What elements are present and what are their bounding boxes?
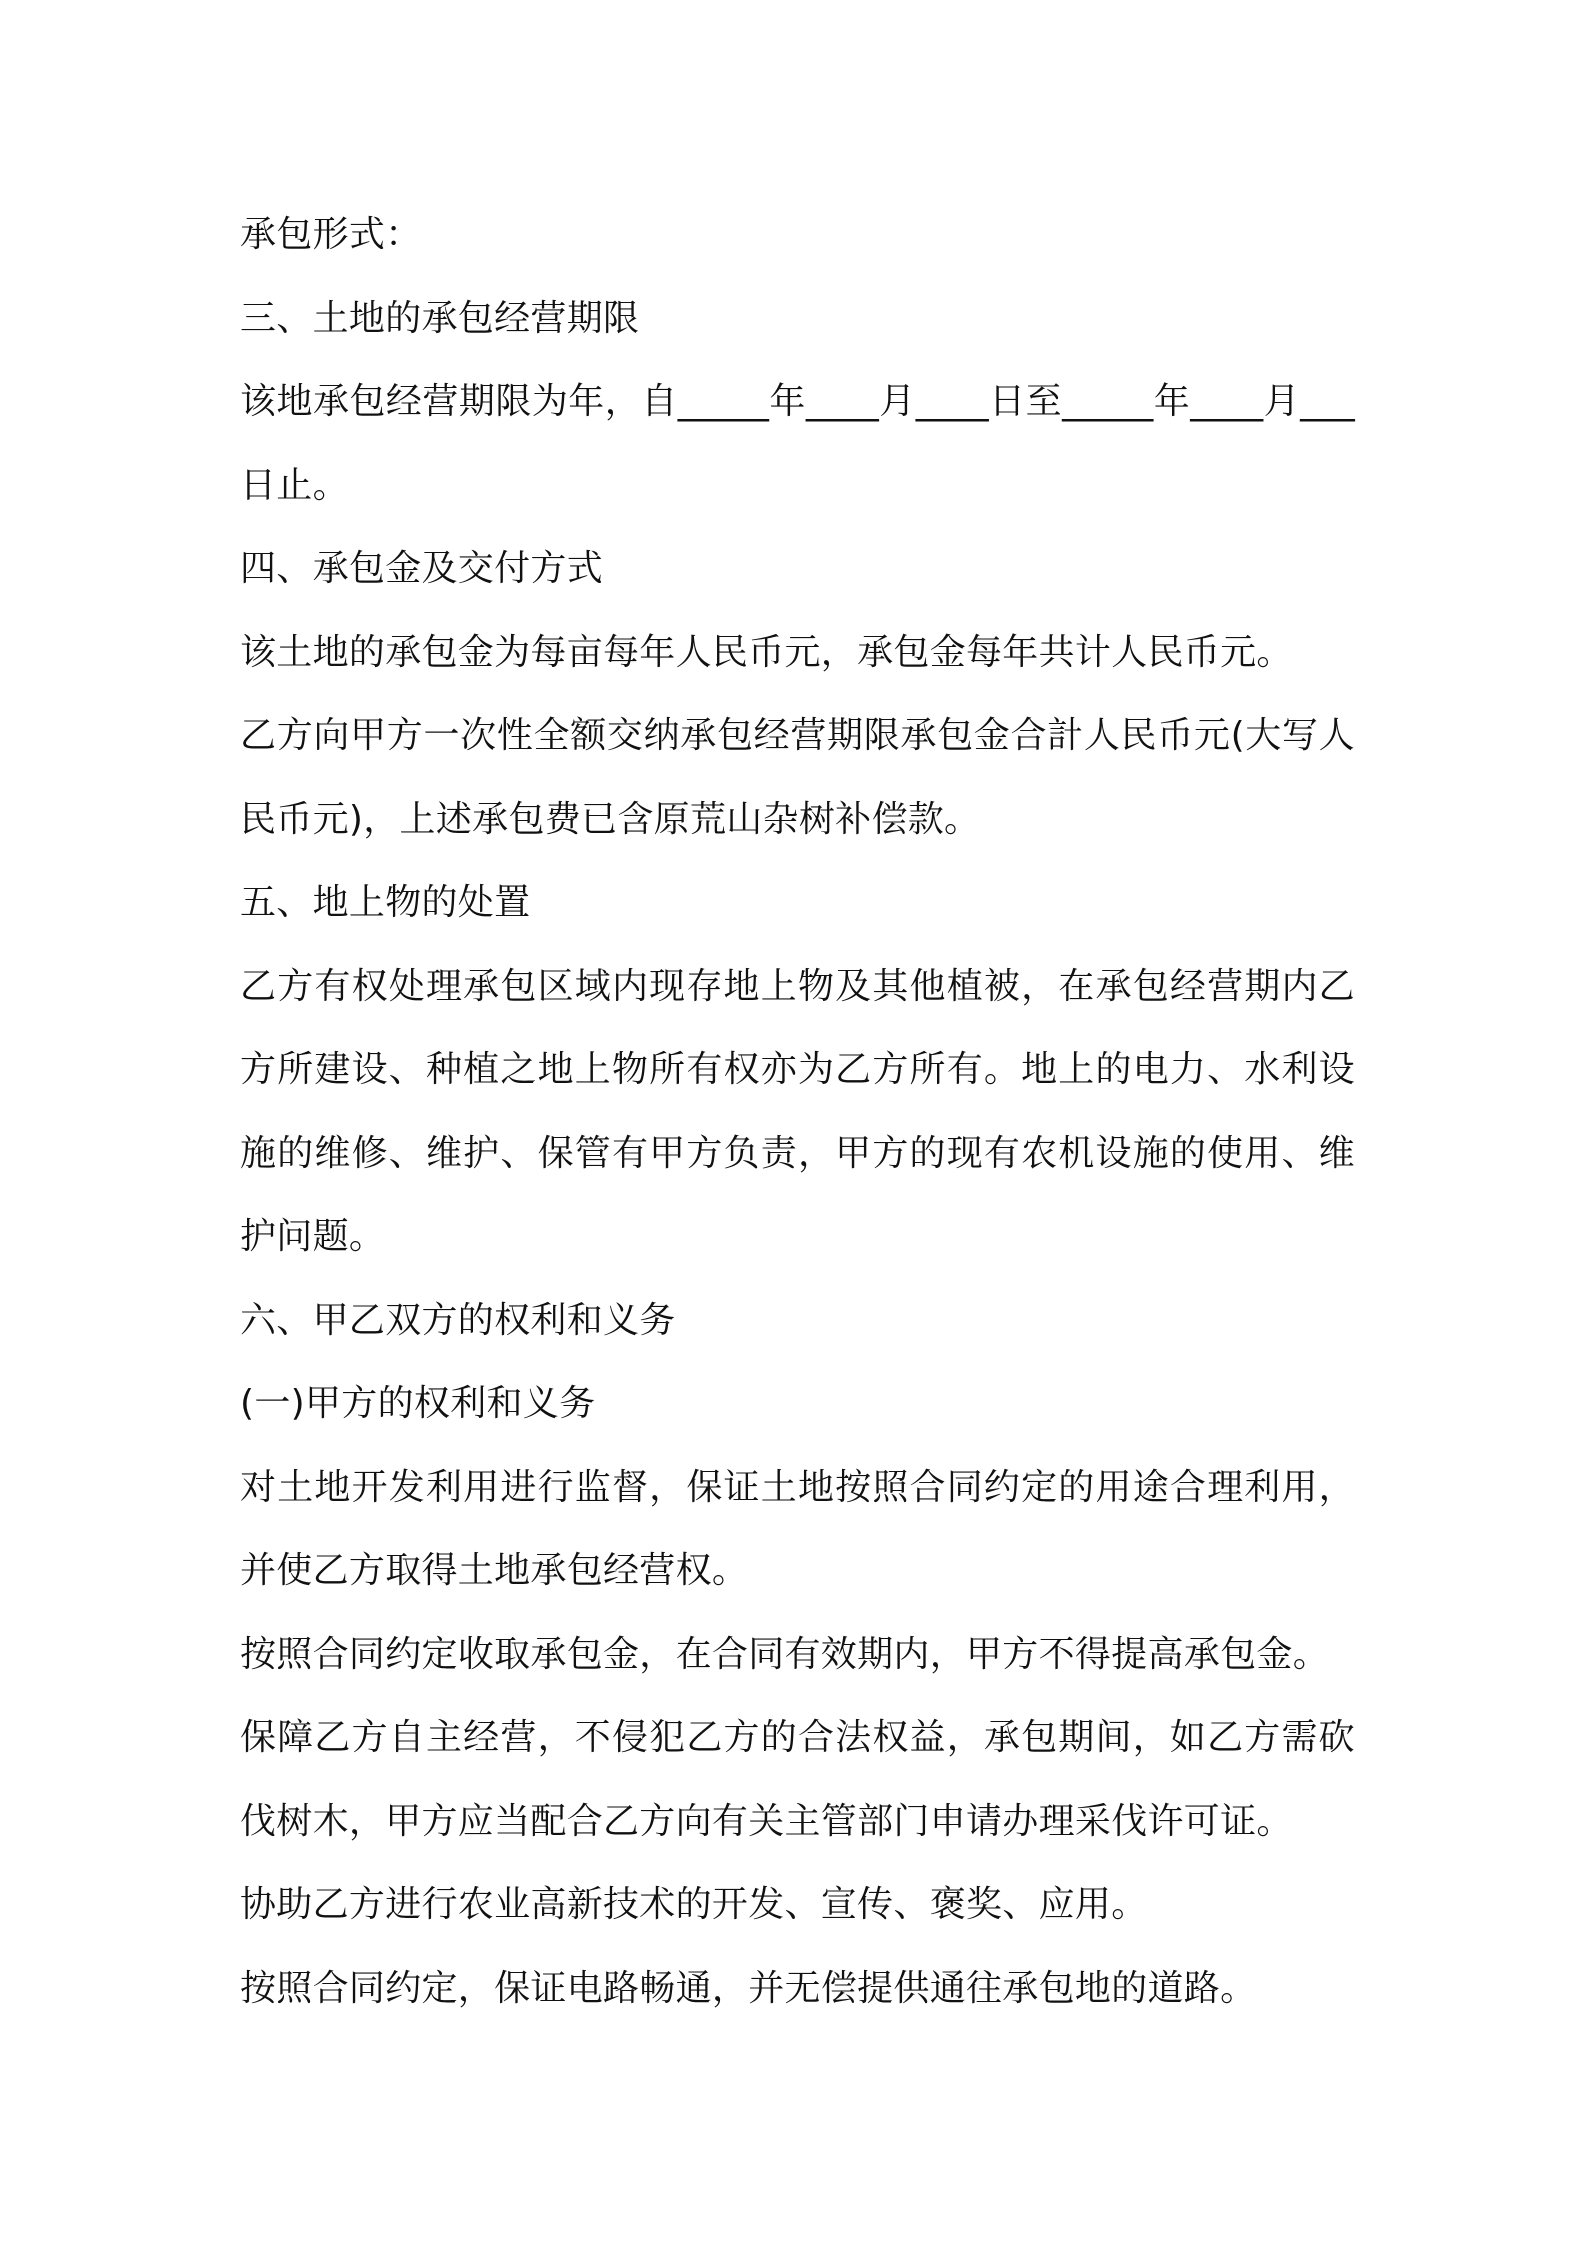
paragraph-collect-fee: 按照合同约定收取承包金，在合同有效期内，甲方不得提高承包金。 — [240, 1633, 1330, 1675]
heading-section-5-ground-objects: 五、地上物的处置 — [240, 882, 531, 923]
paragraph-fee-rate: 该土地的承包金为每亩每年人民币元，承包金每年共计人民币元。 — [240, 631, 1293, 673]
paragraph-contract-form: 承包形式： — [240, 214, 422, 255]
heading-section-4-payment: 四、承包金及交付方式 — [240, 548, 604, 589]
paragraph-supervision: 对土地开发利用进行监督，保证土地按照合同约定的用途合理利用，并使乙方取得土地承包经营权。 — [240, 1466, 1355, 1591]
paragraph-power-and-road: 按照合同约定，保证电路畅通，并无偿提供通往承包地的道路。 — [240, 1967, 1257, 2009]
heading-section-3-term: 三、土地的承包经营期限 — [240, 297, 640, 339]
heading-section-6-rights: 六、甲乙双方的权利和义务 — [240, 1299, 676, 1341]
paragraph-lump-sum-payment: 乙方向甲方一次性全额交纳承包经营期限承包金合計人民币元(大写人民币元)，上述承包费已含原荒山杂树补偿款。 — [240, 715, 1355, 840]
paragraph-ground-objects: 乙方有权处理承包区域内现存地上物及其他植被，在承包经营期内乙方所建设、种植之地上物所有权亦为乙方所有。地上的电力、水利设施的维修、维护、保管有甲方负责，甲方的现有农机设施的使用、维护问题。 — [240, 965, 1355, 1257]
paragraph-assist-technology: 协助乙方进行农业高新技术的开发、宣传、褒奖、应用。 — [240, 1884, 1148, 1925]
paragraph-term-dates: 该地承包经营期限为年，自_____年____月____日至_____年____月___日止。 — [240, 381, 1355, 506]
paragraph-protect-rights: 保障乙方自主经营，不侵犯乙方的合法权益，承包期间，如乙方需砍伐树木，甲方应当配合乙方向有关主管部门申请办理采伐许可证。 — [240, 1717, 1355, 1842]
heading-party-a-rights: (一)甲方的权利和义务 — [240, 1383, 596, 1424]
document-body — [240, 193, 1355, 2030]
